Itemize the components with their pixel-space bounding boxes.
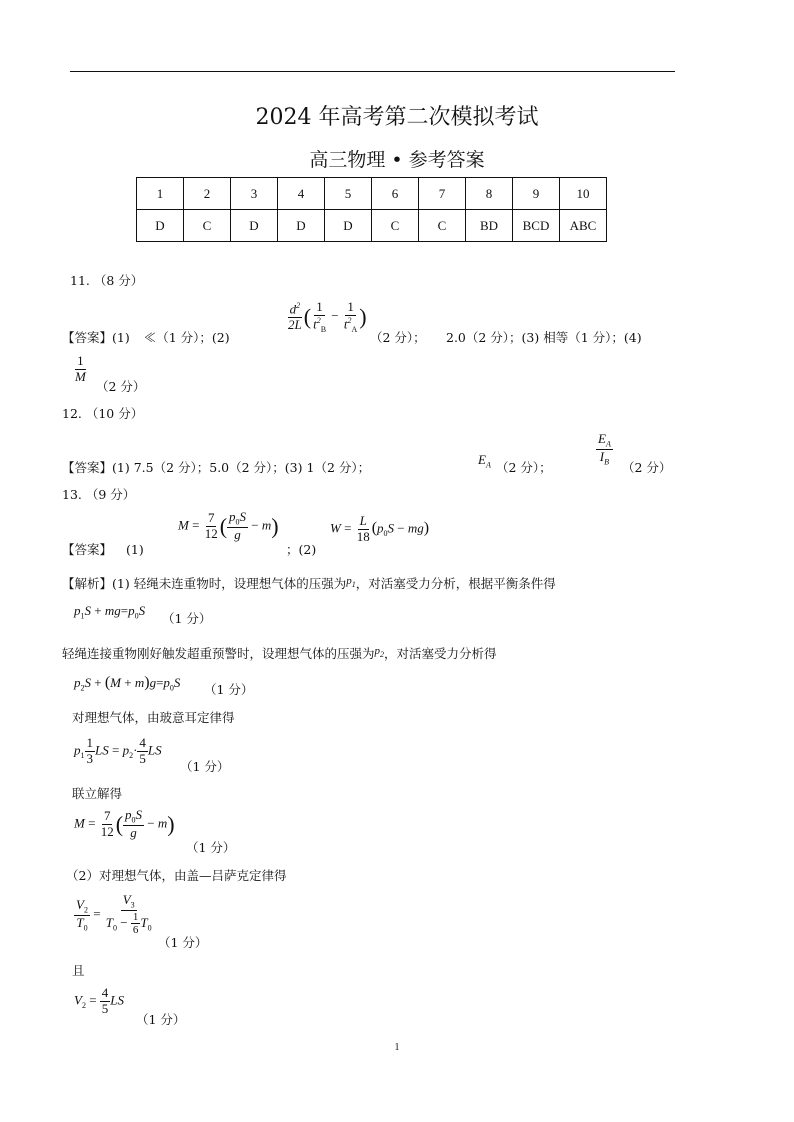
q13-symbol-p2: $p_2$ (374, 645, 385, 660)
q13-line1a: (1) 轻绳未连重物时，设理想气体的压强为 (112, 576, 347, 591)
q12-ea-score: （2 分）； (496, 460, 552, 475)
q13-part1: (1) (126, 542, 144, 557)
answer-table-answer-cell: ABC (560, 210, 607, 242)
q11-part4-score: （2 分） (96, 379, 146, 394)
answer-table-header-row (137, 178, 607, 210)
q13-score-6: （1 分） (136, 1012, 186, 1027)
answer-table-answer-cell: C (184, 210, 231, 242)
q13-analysis-line3: 对理想气体，由玻意耳定律得 (72, 710, 235, 725)
answer-table-number-cell: 8 (466, 178, 513, 210)
q12-formula-EA: $E_A$ (478, 452, 491, 470)
q11-formula-d2-over-2L: $\frac{d^2}{2L}$ ( $\frac{1}{t^2_B}$ − $\frac{1}{t^2_A}$ ) (288, 299, 367, 334)
q11-part2-score: （2 分）； (370, 330, 426, 345)
q13-formula-W: W = $\frac{L}{18}$ $(p_0S - mg)$ (330, 513, 430, 544)
q13-equation-3: $p_1$ $\frac{1}{3}$ LS = $p_2\cdot$ $\frac{4}{5}$ LS (74, 735, 162, 766)
answer-table-number-cell: 4 (278, 178, 325, 210)
answer-table-number-cell: 6 (372, 178, 419, 210)
q13-analysis-line6: 且 (72, 963, 85, 978)
answer-table-answer-cell: D (231, 210, 278, 242)
q13-score-3: （1 分） (180, 759, 230, 774)
q13-score-4: （1 分） (186, 840, 236, 855)
answer-table-answer-cell: BCD (513, 210, 560, 242)
q13-analysis-line1 (62, 574, 556, 593)
q13-formula-M: M = $\frac{7}{12}$ ( $\frac{p_0S}{g}$ − m) (178, 509, 279, 542)
q13-symbol-p1: $p_1$ (346, 575, 356, 590)
q13-score-1: （1 分） (162, 611, 212, 626)
q13-line2a: 轻绳连接重物刚好触发超重预警时，设理想气体的压强为 (62, 646, 375, 661)
answer-table-answer-cell: D (278, 210, 325, 242)
q11-answer-line (62, 328, 230, 346)
q13-analysis-line2 (62, 644, 497, 663)
q12-answer-text: (1) 7.5（2 分）；5.0（2 分）；(3) 1（2 分）； (112, 460, 371, 475)
q13-line1b: ，对活塞受力分析，根据平衡条件得 (355, 576, 556, 591)
answer-label: 【答案】 (62, 460, 113, 475)
q13-header: 13. （9 分） (62, 487, 136, 502)
q12-ratio-score: （2 分） (622, 460, 672, 475)
q13-line2b: ，对活塞受力分析得 (384, 646, 497, 661)
q13-equation-1: $p_1S + mg=p_0S$ (74, 603, 146, 621)
q13-score-5: （1 分） (158, 935, 208, 950)
answer-table-number-cell: 3 (231, 178, 278, 210)
q11-part2b: 2.0（2 分）；(3) 相等（1 分）；(4) (446, 330, 642, 345)
q13-equation-4: M = $\frac{7}{12}$ ( $\frac{p_0S}{g}$ − m) (74, 807, 175, 840)
q11-part1-answer: ≪（1 分）；(2) (143, 330, 230, 345)
answer-table-number-cell: 10 (560, 178, 607, 210)
q12-answer-line (62, 458, 370, 476)
q11-formula-1-over-M: $\frac{1}{M}$ (75, 353, 86, 384)
page-number: 1 (394, 1042, 400, 1053)
q11-part1: (1) (112, 330, 130, 345)
q12-formula-EA-over-IB: $\frac{E_A}{I_B}$ (598, 431, 611, 467)
q13-analysis-line4: 联立解得 (72, 786, 123, 801)
q13-equation-5: $\frac{V_2}{T_0}$ = $V_3$ $T_0$ − $\frac{1}{6}$ $T_0$ (76, 892, 152, 937)
q13-sep: ；(2) (286, 542, 317, 557)
answer-table-answer-cell: D (137, 210, 184, 242)
analysis-label: 【解析】 (62, 576, 113, 591)
q13-score-2: （1 分） (204, 682, 254, 697)
q11-header: 11. （8 分） (70, 273, 144, 288)
page-subtitle: 高三物理 • 参考答案 (309, 149, 485, 171)
q12-header: 12. （10 分） (62, 406, 144, 421)
page-title: 2024 年高考第二次模拟考试 (255, 105, 539, 130)
answer-table-answer-cell: D (325, 210, 372, 242)
answer-table-answer-row (137, 210, 607, 242)
answer-table-number-cell: 5 (325, 178, 372, 210)
answer-table-answer-cell: C (372, 210, 419, 242)
answer-table (136, 177, 607, 242)
q13-analysis-line5: （2）对理想气体，由盖—吕萨克定律得 (66, 868, 287, 883)
answer-table-answer-cell: BD (466, 210, 513, 242)
answer-table-number-cell: 9 (513, 178, 560, 210)
answer-table-number-cell: 7 (419, 178, 466, 210)
q13-answer-label (62, 540, 144, 558)
answer-table-number-cell: 2 (184, 178, 231, 210)
answer-label: 【答案】 (62, 542, 113, 557)
q13-equation-2: $p_2S + (M + m)g=p_0S$ (74, 674, 181, 693)
answer-label: 【答案】 (62, 330, 113, 345)
answer-table-answer-cell: C (419, 210, 466, 242)
answer-table-number-cell: 1 (137, 178, 184, 210)
header-rule (70, 71, 675, 72)
q13-equation-6: $V_2$ = $\frac{4}{5}$ LS (74, 985, 125, 1016)
